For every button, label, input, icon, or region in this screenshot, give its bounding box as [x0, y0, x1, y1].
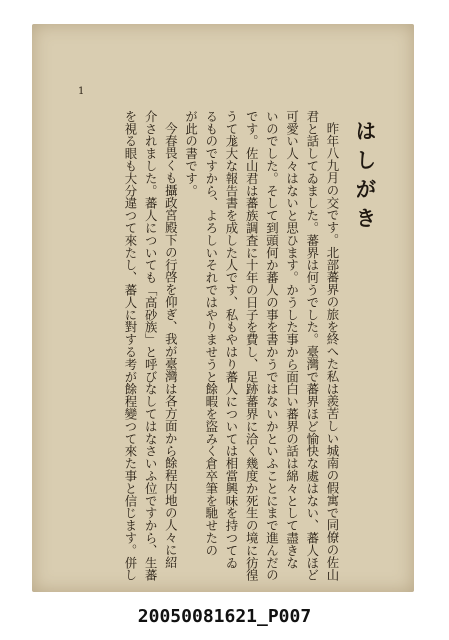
book-page — [32, 24, 414, 592]
text-column: です。佐山君は蕃族調査に十年の日子を費し、足跡蕃界に洽く幾度か死生の境に彷徨 — [244, 110, 260, 582]
page-title: はしがき — [353, 120, 378, 236]
text-column: いのでした。そして到頭何か蕃人の事を書かうではないかといふことにまで進んだの — [264, 110, 280, 582]
text-column: 可愛い人々はないと思ひます。かうした事から面白い蕃界の話は綿々として盡きな — [284, 110, 300, 569]
text-column: 介されました。蕃人についても「高砂族」と呼びなしてはなさいふ位ですから、生蕃 — [143, 110, 159, 582]
text-column: るものですから、よろしいそれではやりませうと餘暇を盜みく倉卒筆を馳せたの — [203, 110, 219, 557]
text-column: うて尨大な報告書を成した人です、私もやはり蕃人については相當興味を持つてゐ — [223, 110, 239, 569]
text-column: を視る眼も大分違つて來たし、蕃人に對する考が餘程變つて來た事と信じます。併し — [122, 110, 138, 582]
text-column: 昨年八九月の交です。北部蕃界の旅を終へた私は羨苦しい城南の假寓で同僚の佐山 — [325, 122, 340, 582]
body-text — [88, 110, 342, 582]
text-column: が此の書です。 — [183, 110, 199, 197]
page-number: 1 — [78, 86, 85, 97]
text-column: 君と話してゐました。蕃界は何うでした。臺灣で蕃界ほど愉快な處はない、蕃人ほど — [304, 110, 320, 582]
image-id-caption: 20050081621_P007 — [137, 606, 312, 627]
text-column: 今春畏くも攝政宮殿下の行啓を仰ぎ、我が臺灣は各方面から餘程内地の人々に紹 — [163, 122, 179, 569]
